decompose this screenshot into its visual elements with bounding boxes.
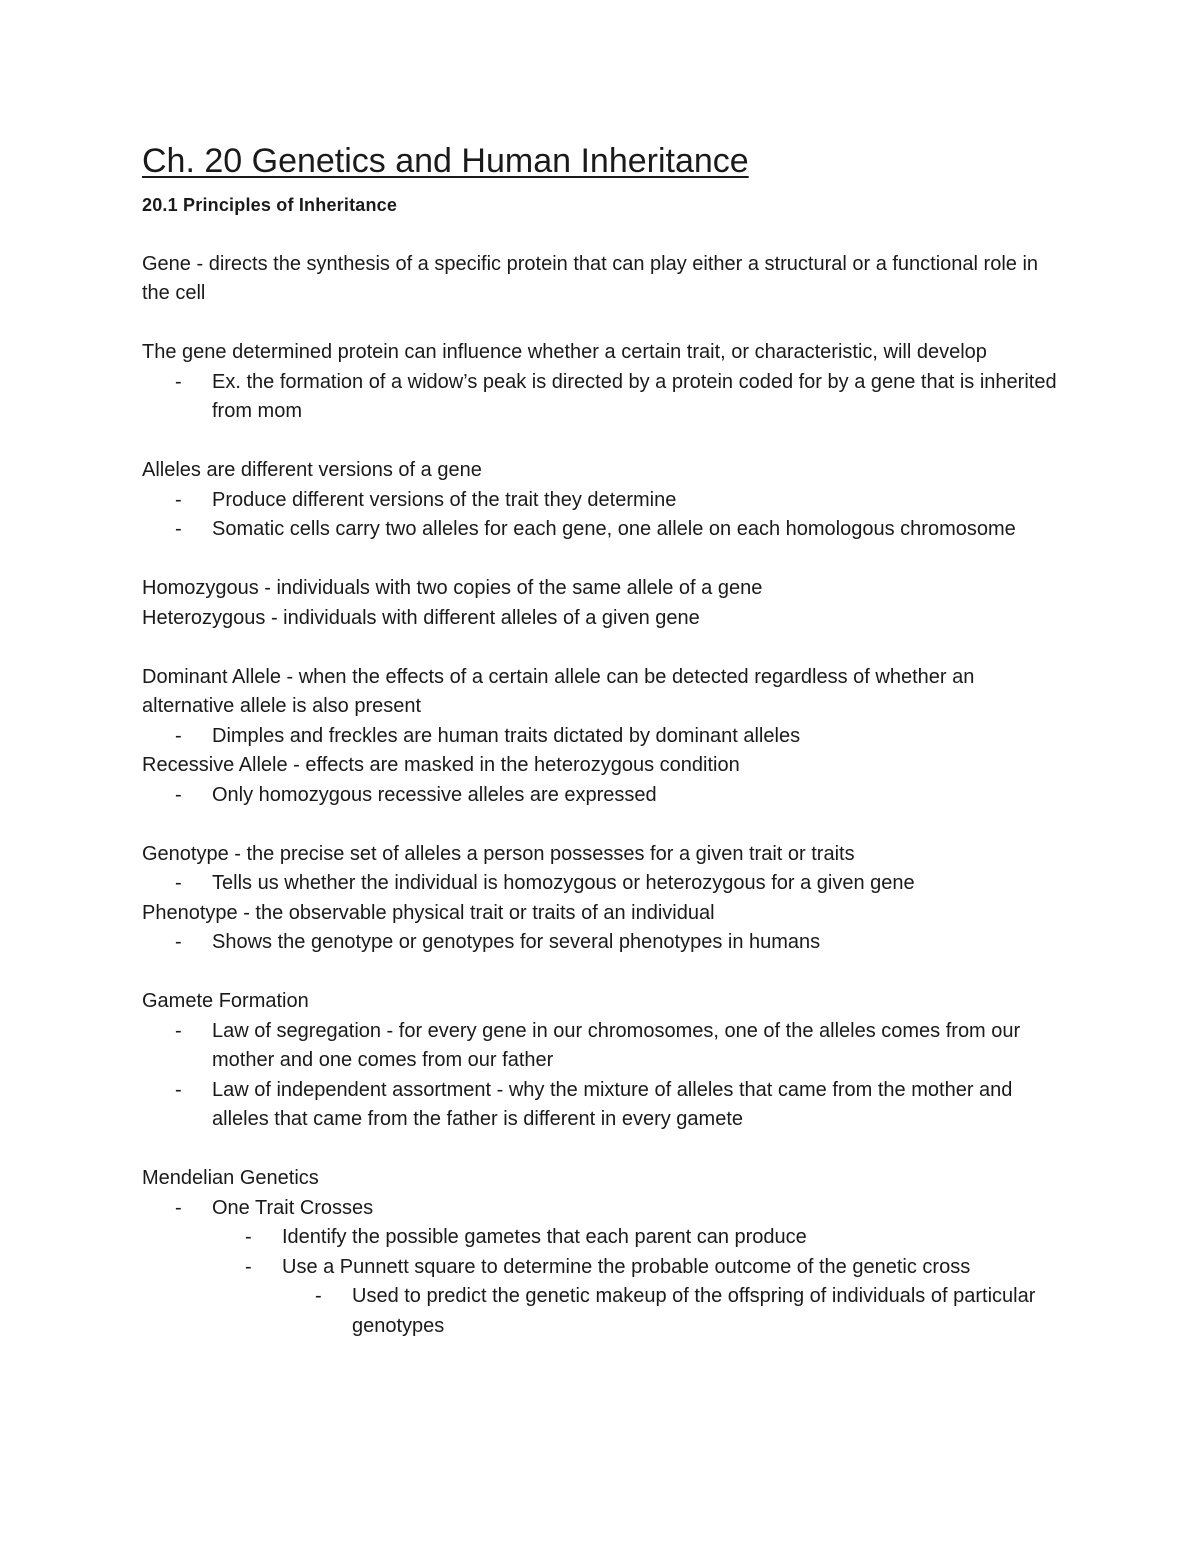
list-item-text: Used to predict the genetic makeup of the offspring of individuals of particular genotypes — [352, 1285, 1036, 1337]
genotype-list — [142, 869, 1062, 899]
punnett-square-list — [142, 1282, 1062, 1341]
dash-bullet: - — [175, 1078, 182, 1101]
dash-bullet: - — [315, 1285, 322, 1307]
dash-bullet: - — [175, 931, 182, 953]
dash-bullet: - — [245, 1226, 252, 1248]
list-item — [142, 1223, 1062, 1253]
list-item-text: Shows the genotype or genotypes for several phenotypes in humans — [212, 931, 821, 953]
dash-bullet: - — [175, 872, 182, 894]
list-item-text: Law of segregation - for every gene in our chromosomes, one of the alleles comes from our mother and one comes from our father — [212, 1019, 1021, 1071]
dominant-allele-definition: Dominant Allele - when the effects of a certain allele can be detected regardless of whether an alternative allele is also present — [142, 665, 975, 717]
document-title: Ch. 20 Genetics and Human Inheritance — [142, 142, 749, 180]
phenotype-definition: Phenotype - the observable physical trait or traits of an individual — [142, 901, 715, 924]
dash-bullet: - — [175, 1196, 182, 1219]
spacer — [142, 810, 1062, 840]
list-item-text: One Trait Crosses — [212, 1196, 374, 1219]
heterozygous-definition: Heterozygous - individuals with different alleles of a given gene — [142, 606, 700, 629]
dominant-list — [142, 722, 1062, 752]
phenotype-list — [142, 928, 1062, 958]
list-item-text: Ex. the formation of a widow’s peak is directed by a protein coded for by a gene that is inherited from mom — [212, 370, 1057, 422]
spacer — [142, 958, 1062, 988]
list-item — [142, 722, 1062, 752]
list-item — [142, 869, 1062, 899]
list-item — [142, 928, 1062, 958]
list-item — [142, 486, 1062, 516]
spacer — [142, 1135, 1062, 1165]
gene-protein-paragraph: The gene determined protein can influence whether a certain trait, or characteristic, will develop — [142, 341, 987, 363]
list-item — [142, 515, 1062, 545]
list-item — [142, 1253, 1062, 1283]
spacer — [142, 427, 1062, 457]
list-item-text: Dimples and freckles are human traits dictated by dominant alleles — [212, 724, 801, 747]
dash-bullet: - — [175, 724, 182, 747]
homozygous-definition: Homozygous - individuals with two copies of the same allele of a gene — [142, 577, 763, 599]
genotype-definition: Genotype - the precise set of alleles a person possesses for a given trait or traits — [142, 842, 855, 865]
spacer — [142, 545, 1062, 575]
list-item — [142, 368, 1062, 427]
list-item — [142, 781, 1062, 811]
document-page — [142, 138, 1062, 1341]
list-item-text: Only homozygous recessive alleles are expressed — [212, 783, 657, 806]
list-item — [142, 1076, 1062, 1135]
gamete-formation-heading: Gamete Formation — [142, 990, 309, 1012]
spacer — [142, 220, 1062, 250]
dash-bullet: - — [175, 783, 182, 806]
mendelian-list — [142, 1194, 1062, 1224]
list-item-text: Produce different versions of the trait they determine — [212, 488, 677, 511]
list-item-text: Identify the possible gametes that each parent can produce — [282, 1226, 807, 1248]
gene-definition: Gene - directs the synthesis of a specific protein that can play either a structural or a functional role in the cell — [142, 252, 1039, 304]
list-item — [142, 1017, 1062, 1076]
one-trait-crosses-list — [142, 1223, 1062, 1282]
list-item — [142, 1282, 1062, 1341]
dash-bullet: - — [245, 1255, 252, 1278]
gamete-list — [142, 1017, 1062, 1135]
recessive-list — [142, 781, 1062, 811]
recessive-allele-definition: Recessive Allele - effects are masked in the heterozygous condition — [142, 754, 740, 776]
alleles-paragraph: Alleles are different versions of a gene — [142, 459, 482, 481]
dash-bullet: - — [175, 488, 182, 511]
list-item-text: Somatic cells carry two alleles for each gene, one allele on each homologous chromosome — [212, 518, 1016, 540]
list-item-text: Use a Punnett square to determine the probable outcome of the genetic cross — [282, 1255, 971, 1278]
list-item — [142, 1194, 1062, 1224]
dash-bullet: - — [175, 518, 182, 540]
alleles-list — [142, 486, 1062, 545]
gene-protein-list — [142, 368, 1062, 427]
list-item-text: Law of independent assortment - why the mixture of alleles that came from the mother and alleles that came from the father is different in every gamete — [212, 1078, 1013, 1130]
dash-bullet: - — [175, 370, 182, 393]
dash-bullet: - — [175, 1019, 182, 1042]
section-heading: 20.1 Principles of Inheritance — [142, 195, 398, 215]
mendelian-genetics-heading: Mendelian Genetics — [142, 1167, 319, 1189]
spacer — [142, 309, 1062, 339]
spacer — [142, 633, 1062, 663]
list-item-text: Tells us whether the individual is homozygous or heterozygous for a given gene — [212, 872, 915, 894]
